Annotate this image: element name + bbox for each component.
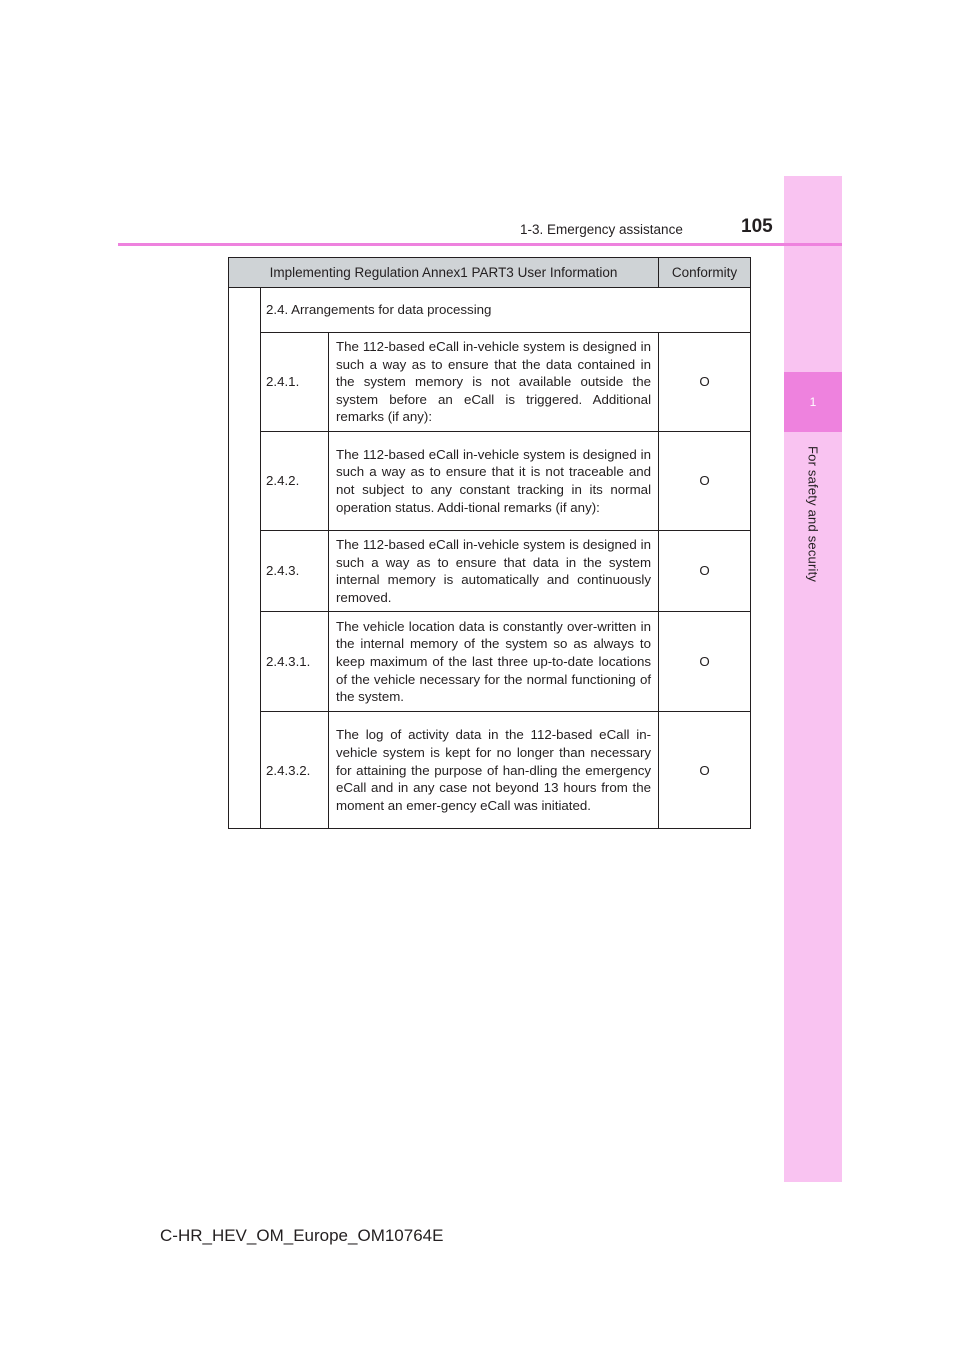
row-conformity: O — [659, 531, 751, 612]
row-description: The 112-based eCall in-vehicle system is designed in such a way as to ensure that data in the system internal memory is automatically and continuously removed. — [329, 531, 659, 612]
subheading-cell: 2.4. Arrangements for data processing — [261, 288, 751, 333]
row-description: The log of activity data in the 112-based eCall in-vehicle system is kept for no longer than necessary for attaining the purpose of han-dling the emergency eCall and in any case not beyond 13 hours from the moment an emer-gency eCall was initiated. — [329, 712, 659, 829]
row-conformity: O — [659, 333, 751, 432]
row-number: 2.4.3. — [261, 531, 329, 612]
row-conformity: O — [659, 712, 751, 829]
table-row — [229, 612, 751, 712]
table-row — [229, 333, 751, 432]
row-description: The 112-based eCall in-vehicle system is designed in such a way as to ensure that it is not traceable and not subject to any constant tracking in its normal operation status. Addi-tional remarks (if any): — [329, 432, 659, 531]
row-conformity: O — [659, 432, 751, 531]
chapter-number-tab: 1 — [784, 372, 842, 432]
table-subheading-row — [229, 288, 751, 333]
row-number: 2.4.3.1. — [261, 612, 329, 712]
row-description: The 112-based eCall in-vehicle system is designed in such a way as to ensure that the data contained in the system memory is not available outside the system before an eCall is triggered. Additional remarks (if any): — [329, 333, 659, 432]
row-number: 2.4.1. — [261, 333, 329, 432]
chapter-title-tab — [784, 432, 842, 632]
indent-cell — [229, 288, 261, 829]
row-number: 2.4.3.2. — [261, 712, 329, 829]
table-header-row — [229, 258, 751, 288]
section-title: 1-3. Emergency assistance — [520, 222, 683, 237]
chapter-side-tab — [784, 176, 842, 1182]
row-number: 2.4.2. — [261, 432, 329, 531]
chapter-title: For safety and security — [805, 446, 821, 583]
row-conformity: O — [659, 612, 751, 712]
table-row — [229, 531, 751, 612]
regulation-table — [228, 257, 751, 829]
column-header-conformity: Conformity — [659, 258, 751, 288]
page-number: 105 — [741, 216, 773, 237]
table-row — [229, 432, 751, 531]
document-code: C-HR_HEV_OM_Europe_OM10764E — [160, 1226, 444, 1245]
row-description: The vehicle location data is constantly over-written in the internal memory of the system so as always to keep maximum of the last three up-to-date locations of the vehicle necessary for the normal functioning of the system. — [329, 612, 659, 712]
column-header-user-information: Implementing Regulation Annex1 PART3 User Information — [229, 258, 659, 288]
table-row — [229, 712, 751, 829]
header-rule — [118, 243, 842, 246]
